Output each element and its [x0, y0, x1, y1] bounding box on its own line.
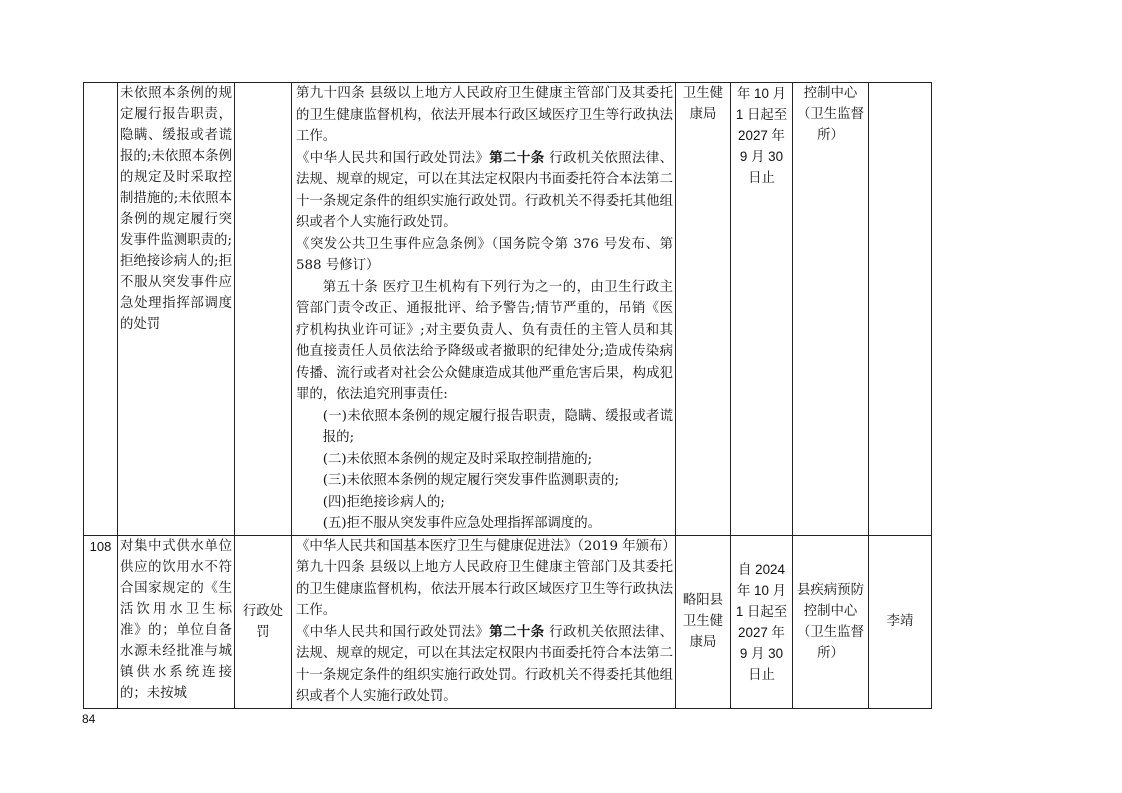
item-name: 未依照本条例的规定履行报告职责，隐瞒、缓报或者谎报的;未依照本条例的规定及时采取控制措施的;未依照本条例的规定履行突发事件监测职责的;拒绝接诊病人的;拒不服从突发事件应急处理指挥部调度的处罚 [118, 83, 235, 536]
implementing-department: 略阳县卫生健康局 [676, 535, 731, 708]
table-row [84, 83, 932, 536]
row-number: 108 [84, 535, 118, 708]
implementing-department: 卫生健康局 [676, 83, 731, 536]
article-number: 第二十条 [489, 149, 545, 166]
article-text: 行政机关依照法律、法规、规章的规定，可以在其法定权限内书面委托符合本法第二十一条规定条件的组织实施行政处罚。行政机关不得委托其他组织或者个人实施行政处罚。 [296, 624, 674, 704]
item-type [235, 83, 292, 536]
basis-clause: (四)拒绝接诊病人的; [322, 494, 445, 510]
basis-clause: (一)未依照本条例的规定履行报告职责，隐瞒、缓报或者谎报的; [322, 408, 673, 445]
entrustment-period: 自 2024 年 10 月 1 日起至 2027 年 9 月 30 日止 [731, 535, 793, 708]
entrusted-unit: 控制中心（卫生监督所） [793, 83, 869, 536]
basis-clause: (五)拒不服从突发事件应急处理指挥部调度的。 [322, 516, 602, 531]
legal-basis [292, 535, 676, 708]
item-type: 行政处罚 [235, 535, 292, 708]
row-number [84, 83, 118, 536]
basis-paragraph: 第九十四条 县级以上地方人民政府卫生健康主管部门及其委托的卫生健康监督机构，依法开展本行政区域医疗卫生等行政执法工作。 [296, 560, 673, 618]
basis-clause: (三)未依照本条例的规定履行突发事件监测职责的; [322, 473, 619, 488]
table-row [84, 535, 932, 708]
law-title: 《中华人民共和国行政处罚法》 [296, 624, 490, 640]
basis-paragraph: 第五十条 医疗卫生机构有下列行为之一的，由卫生行政主管部门责令改正、通报批评、给予警告;情节严重的，吊销《医疗机构执业许可证》;对主要负责人、负有责任的主管人员和其他直接责任人员依法给予降级或者撤职的纪律处分;造成传染病传播、流行或者对社会公众健康造成其他严重危害后果，构成犯罪的，依法追究刑事责任: [296, 279, 673, 402]
responsible-person: 李靖 [869, 535, 932, 708]
basis-clause: (二)未依照本条例的规定及时采取控制措施的; [322, 451, 593, 467]
basis-paragraph: 《中华人民共和国基本医疗卫生与健康促进法》（2019 年颁布） [296, 538, 676, 554]
basis-paragraph: 《突发公共卫生事件应急条例》（国务院令第 376 号发布、第588 号修订） [296, 236, 673, 273]
basis-paragraph [296, 148, 673, 234]
basis-paragraph [296, 622, 673, 708]
article-text: 行政机关依照法律、法规、规章的规定，可以在其法定权限内书面委托符合本法第二十一条规定条件的组织实施行政处罚。行政机关不得委托其他组织或者个人实施行政处罚。 [296, 150, 674, 230]
item-name: 对集中式供水单位供应的饮用水不符合国家规定的《生活饮用水卫生标准》的；单位自备水源未经批准与城镇供水系统连接的；未按城 [118, 535, 235, 708]
page-number: 84 [82, 712, 96, 726]
article-number: 第二十条 [489, 623, 545, 640]
basis-paragraph: 第九十四条 县级以上地方人民政府卫生健康主管部门及其委托的卫生健康监督机构，依法开展本行政区域医疗卫生等行政执法工作。 [296, 86, 673, 144]
entrustment-period: 年 10 月 1 日起至 2027 年 9 月 30 日止 [731, 83, 793, 536]
entrusted-unit: 县疾病预防控制中心（卫生监督所） [793, 535, 869, 708]
law-title: 《中华人民共和国行政处罚法》 [296, 150, 490, 166]
law-enforcement-table [83, 82, 932, 709]
responsible-person [869, 83, 932, 536]
legal-basis [292, 83, 676, 536]
